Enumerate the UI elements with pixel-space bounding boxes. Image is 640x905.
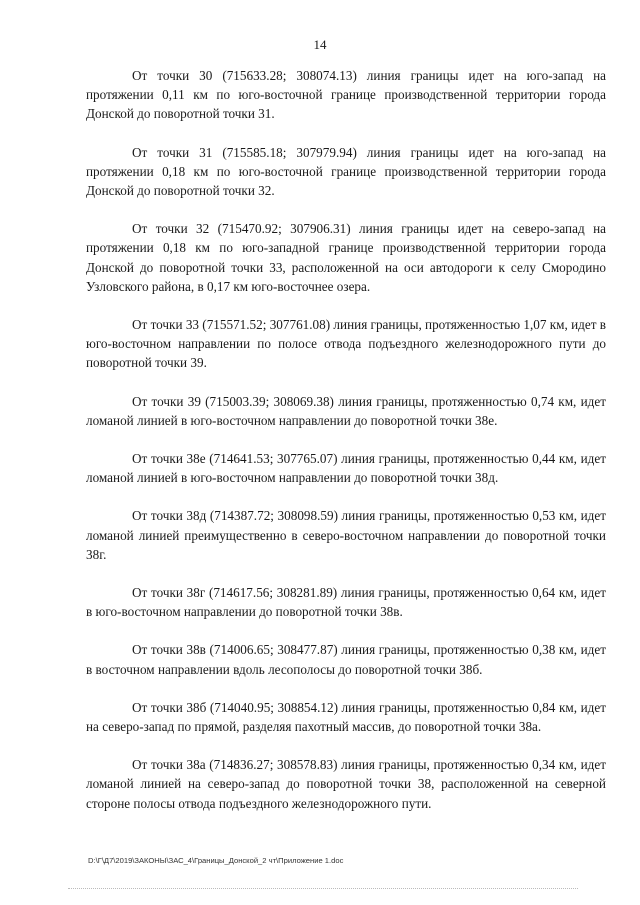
document-body [86,66,606,832]
boundary-paragraph: От точки 38д (714387.72; 308098.59) линия границы, протяженностью 0,53 км, идет ломаной линией преимущественно в северо-восточном направлении до поворотной точки 38г. [86,508,606,562]
boundary-paragraph: От точки 33 (715571.52; 307761.08) линия границы, протяженностью 1,07 км, идет в юго-восточном направлении по полосе отвода подъездного железнодорожного пути до поворотной точки 39. [86,317,606,371]
boundary-paragraph: От точки 38г (714617.56; 308281.89) линия границы, протяженностью 0,64 км, идет в юго-восточном направлении до поворотной точки 38в. [86,585,606,620]
boundary-paragraph: От точки 31 (715585.18; 307979.94) линия границы идет на юго-запад на протяжении 0,18 км по юго-восточной границе производственной территории города Донской до поворотной точки 32. [86,144,606,199]
boundary-paragraph: От точки 38в (714006.65; 308477.87) линия границы, протяженностью 0,38 км, идет в восточном направлении вдоль лесополосы до поворотной точки 38б. [86,642,606,677]
boundary-paragraph: От точки 38е (714641.53; 307765.07) линия границы, протяженностью 0,44 км, идет ломаной линией в юго-восточном направлении до поворотной точки 38д. [86,451,606,486]
boundary-paragraph: От точки 38а (714836.27; 308578.83) линия границы, протяженностью 0,34 км, идет ломаной линией на северо-запад до поворотной точки 38, расположенной на северной стороне полосы отвода подъездного железнодорожного пути. [86,757,606,811]
footer-file-path: D:\Г\Д7\2019\ЗАКОНЫ\ЗАС_4\Границы_Донской_2 чт\Приложение 1.doc [88,856,344,865]
boundary-paragraph: От точки 30 (715633.28; 308074.13) линия границы идет на юго-запад на протяжении 0,11 км по юго-восточной границе производственной территории города Донской до поворотной точки 31. [86,68,606,122]
page-number: 14 [313,37,327,52]
boundary-paragraph: От точки 38б (714040.95; 308854.12) линия границы, протяженностью 0,84 км, идет на северо-запад по прямой, разделяя пахотный массив, до поворотной точки 38а. [86,699,606,735]
boundary-paragraph: От точки 32 (715470.92; 307906.31) линия границы идет на северо-запад на протяжении 0,18 км по юго-западной границе производственной территории города Донской до поворотной точки 33, расположенной на оси автодороги к селу Смородино Узловского района, в 0,17 км юго-восточнее озера. [86,221,606,294]
boundary-paragraph: От точки 39 (715003.39; 308069.38) линия границы, протяженностью 0,74 км, идет ломаной линией в юго-восточном направлении до поворотной точки 38е. [86,393,606,428]
scan-artifact-line [68,888,578,889]
